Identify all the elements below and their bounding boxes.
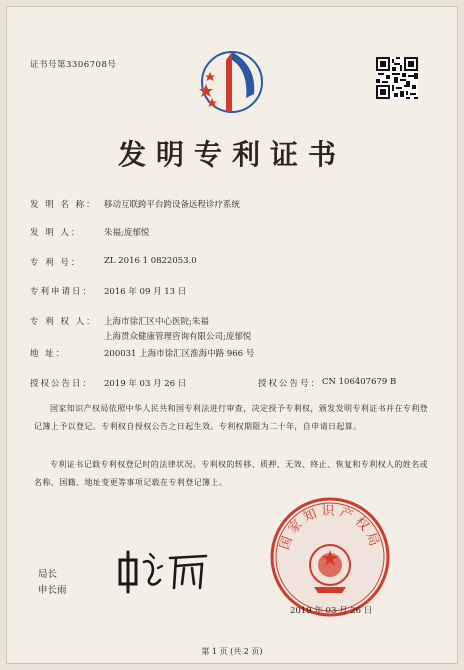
announcement-date-value: 2019 年 03 月 26 日 <box>104 379 187 389</box>
qr-code-icon <box>376 57 418 99</box>
field-value-patentee-2: 上海贯众健康管理咨询有限公司;庞郁悦 <box>104 332 252 342</box>
director-title: 局长 <box>38 569 58 580</box>
field-label-address: 地 址： <box>30 349 67 359</box>
announcement-number-label: 授权公告号： <box>258 379 322 389</box>
field-value-address: 200031 上海市徐汇区淮海中路 966 号 <box>104 349 255 359</box>
field-label-inventors: 发 明 人： <box>30 228 82 238</box>
field-value-inventors: 朱福;庞郁悦 <box>104 228 150 238</box>
field-label-invention-name: 发 明 名 称： <box>30 200 97 210</box>
seal-date: 2019 年 03 月 26 日 <box>290 606 373 616</box>
field-value-invention-name: 移动互联跨平台跨设备远程诊疗系统 <box>104 200 241 210</box>
field-value-application-date: 2016 年 09 月 13 日 <box>104 287 187 297</box>
certificate-number: 证书号第3306708号 <box>30 60 117 70</box>
handwritten-signature-icon <box>114 548 214 596</box>
statement-paragraph-2: 专利证书记载专利权登记时的法律状况。专利权的转移、质押、无效、终止、恢复和专利权人的姓名或名称、国籍、地址变更等事项记载在专利登记簿上。 <box>34 460 428 487</box>
announcement-date-label: 授权公告日： <box>30 379 94 389</box>
field-value-patentee-1: 上海市徐汇区中心医院;朱福 <box>104 317 209 327</box>
director-name: 申长雨 <box>38 585 67 596</box>
field-label-application-date: 专利申请日： <box>30 287 94 297</box>
patent-office-emblem-icon <box>192 42 272 122</box>
official-seal-icon <box>268 495 392 619</box>
seal-text: 国家知识产权局 <box>277 504 383 552</box>
announcement-number-value: CN 106407679 B <box>322 377 397 387</box>
field-label-patent-number: 专 利 号： <box>30 258 82 268</box>
field-value-patent-number: ZL 2016 1 0822053.0 <box>104 256 197 266</box>
page-number: 第 1 页 (共 2 页) <box>201 647 263 656</box>
statement-paragraph-1: 国家知识产权局依照中华人民共和国专利法进行审查，决定授予专利权，颁发发明专利证书并在专利登记簿上予以登记。专利权自授权公告之日起生效。专利权期限为二十年，自申请日起算。 <box>34 404 428 431</box>
certificate-title: 发明专利证书 <box>117 138 346 171</box>
field-label-patentee: 专 利 权 人： <box>30 317 97 327</box>
